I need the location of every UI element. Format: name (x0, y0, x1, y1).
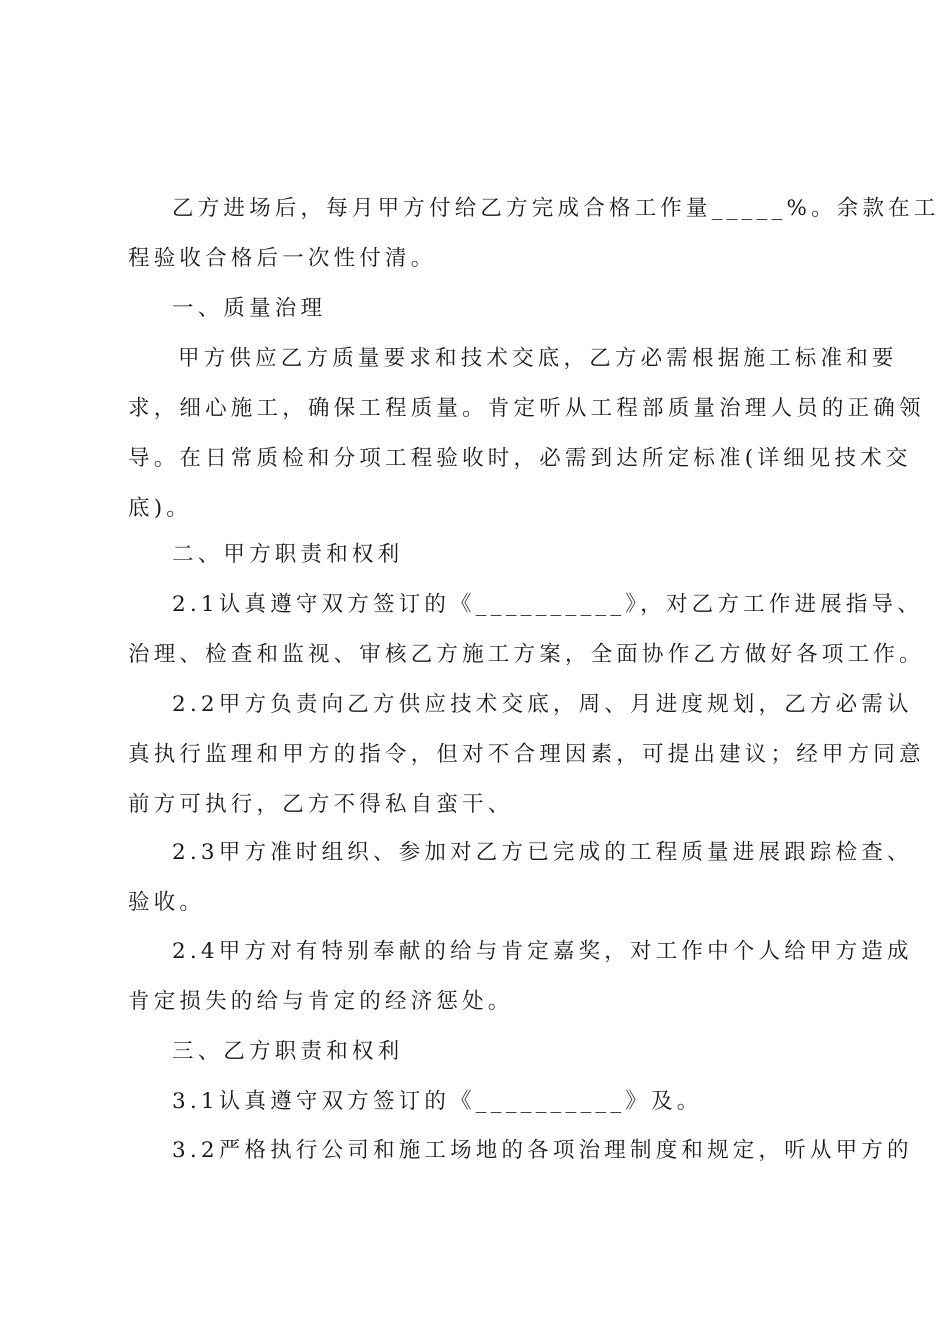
text-line: 3.2严格执行公司和施工场地的各项治理制度和规定，听从甲方的 (172, 1138, 913, 1163)
text-line: 2.4甲方对有特别奉献的给与肯定嘉奖，对工作中个人给甲方造成 (172, 939, 913, 964)
text-line: 求，细心施工，确保工程质量。肯定听从工程部质量治理人员的正确领 (128, 396, 925, 421)
section-heading-party-b (128, 1027, 834, 1077)
text-line: 2.2甲方负责向乙方供应技术交底，周、月进度规划，乙方必需认 (172, 692, 913, 717)
text-line: 2.1认真遵守双方签订的《__________》，对乙方工作进展指导、 (172, 592, 923, 617)
paragraph-payment (128, 184, 940, 284)
text-line: 2.3甲方准时组织、参加对乙方已完成的工程质量进展跟踪检查、 (172, 840, 913, 865)
text-line: 导。在日常质检和分项工程验收时，必需到达所定标准(详细见技术交 (128, 446, 912, 471)
text-line: 乙方进场后，每月甲方付给乙方完成合格工作量_____%。余款在工 (172, 196, 940, 221)
clause-3-1 (128, 1077, 834, 1127)
section-heading: 二、甲方职责和权利 (172, 542, 404, 567)
text-line: 程验收合格后一次性付清。 (128, 246, 437, 271)
text-line: 真执行监理和甲方的指令，但对不合理因素，可提出建议；经甲方同意 (128, 742, 925, 767)
section-heading-quality (128, 284, 834, 334)
section-heading: 一、质量治理 (172, 296, 327, 321)
clause-3-2 (128, 1126, 913, 1176)
text-line: 验收。 (128, 890, 206, 915)
clause-2-4 (128, 927, 913, 1027)
paragraph-quality (128, 334, 925, 534)
text-line: 底)。 (128, 496, 192, 521)
text-line: 治理、检查和监视、审核乙方施工方案，全面协作乙方做好各项工作。 (128, 642, 925, 667)
text-line: 肯定损失的给与肯定的经济惩处。 (128, 989, 514, 1014)
section-heading-party-a (128, 530, 834, 580)
clause-2-1 (128, 580, 925, 680)
section-heading: 三、乙方职责和权利 (172, 1039, 404, 1064)
text-line: 前方可执行，乙方不得私自蛮干、 (128, 792, 514, 817)
text-line: 甲方供应乙方质量要求和技术交底，乙方必需根据施工标准和要 (178, 346, 898, 371)
clause-2-2 (128, 680, 925, 830)
text-line: 3.1认真遵守双方签订的《__________》及。 (172, 1089, 703, 1114)
clause-2-3 (128, 828, 913, 928)
